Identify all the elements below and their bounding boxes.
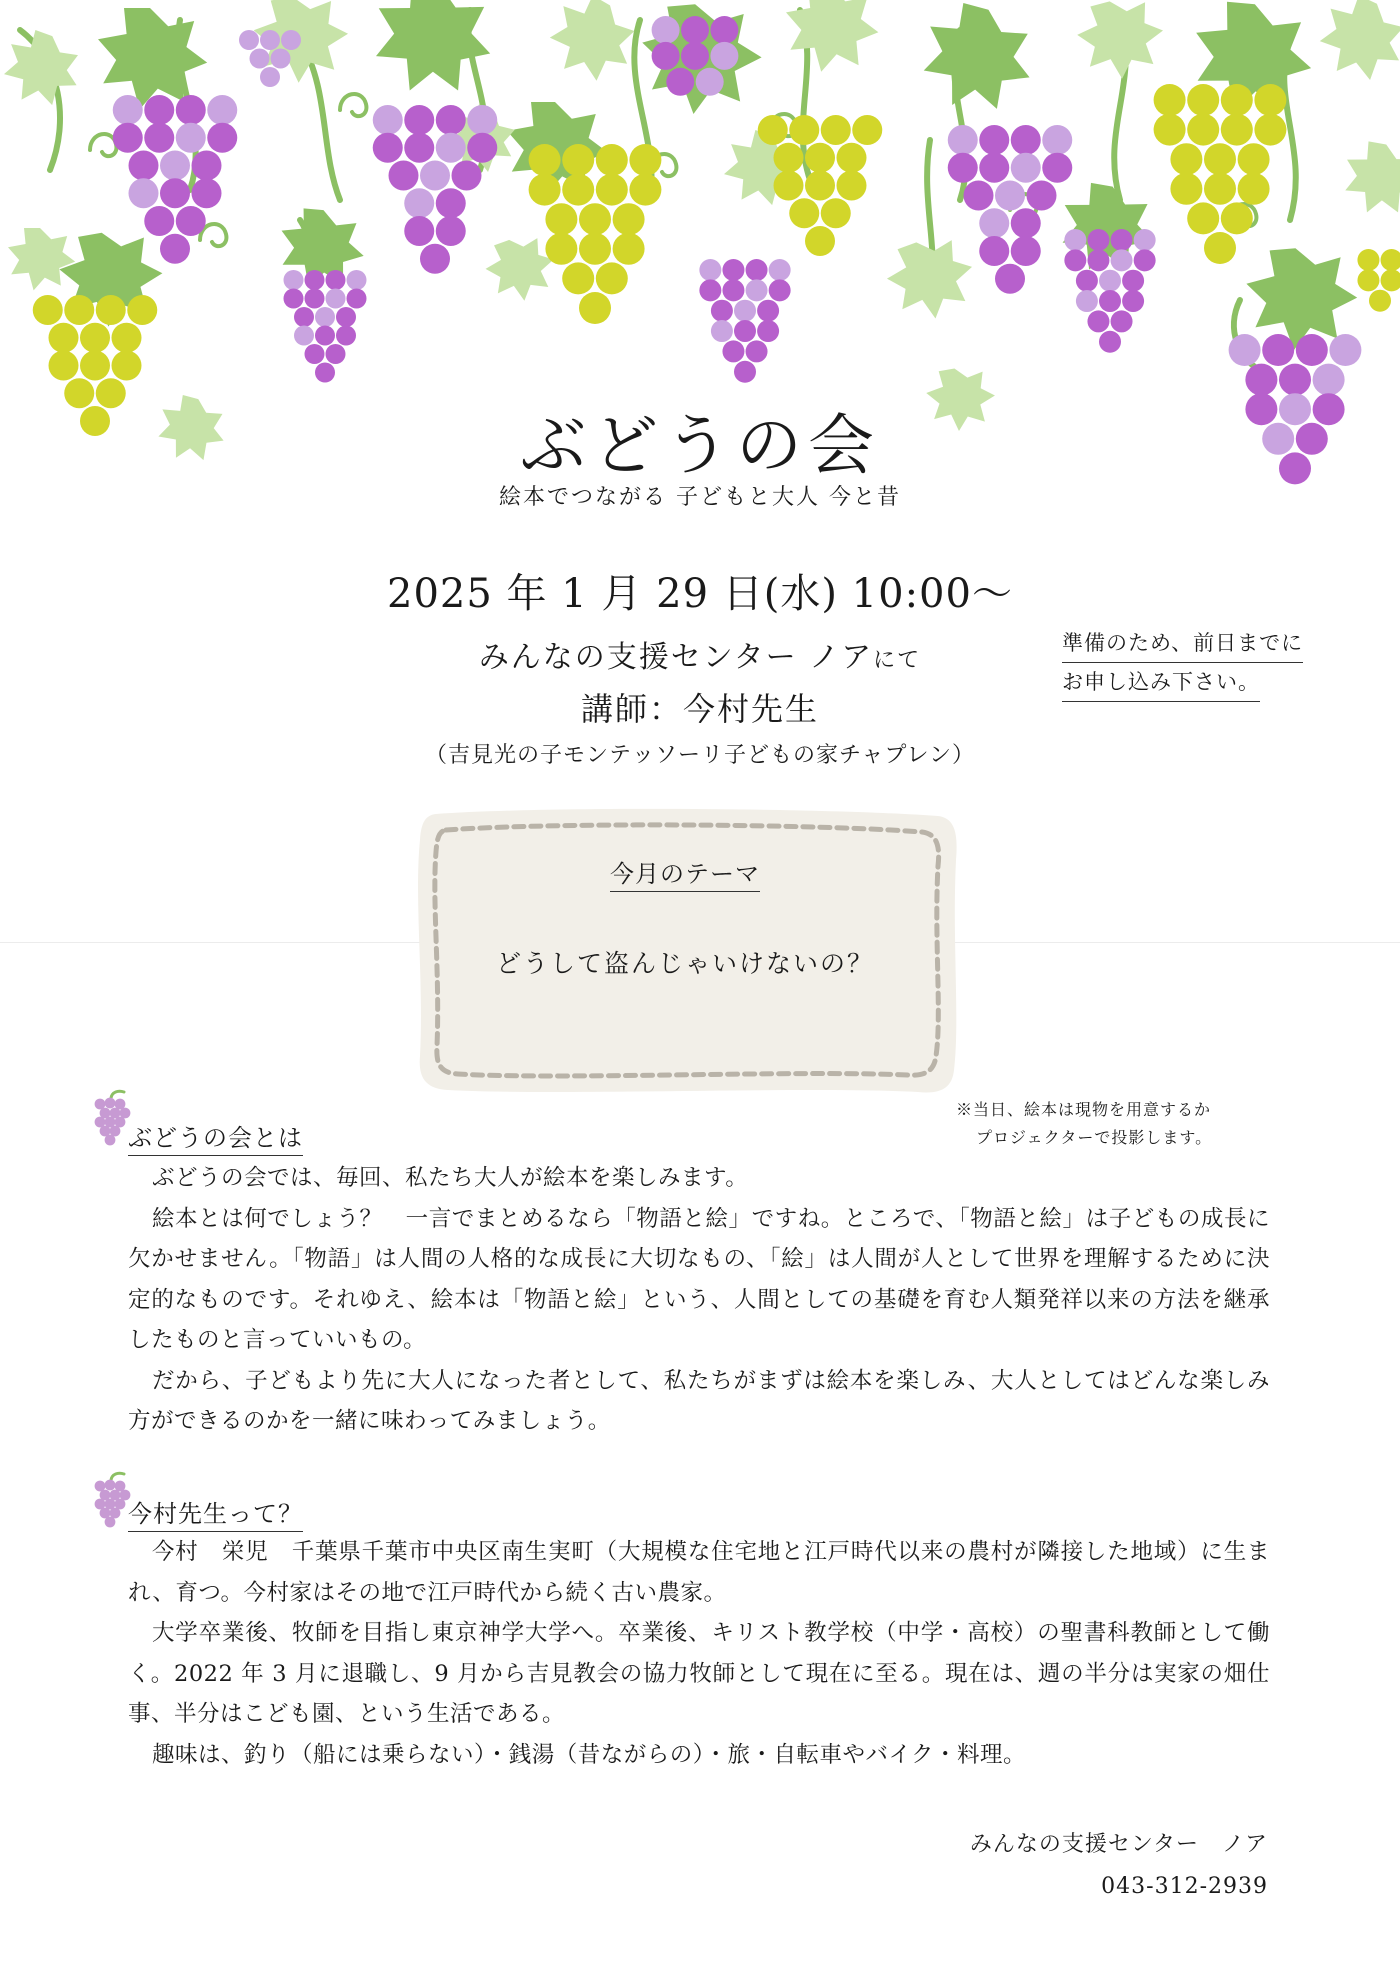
footer-contact <box>970 1824 1268 1908</box>
registration-notice <box>1062 624 1303 702</box>
event-date: 2025 年 1 月 29 日(水) 10:00～ <box>387 571 1013 617</box>
notice-line-1: 準備のため、前日までに <box>1062 624 1303 663</box>
footer-phone: 043-312-2939 <box>1101 1874 1268 1899</box>
section-body-about <box>128 1158 1270 1442</box>
section-heading-about: ぶどうの会とは <box>128 1118 303 1156</box>
note-line-1: ※当日、絵本は現物を用意するか <box>956 1100 1212 1119</box>
page-subtitle: 絵本でつながる 子どもと大人 今と昔 <box>499 485 901 510</box>
notice-line-2: お申し込み下さい。 <box>1062 663 1260 702</box>
theme-heading <box>408 854 962 889</box>
footer-org: みんなの支援センター ノア <box>969 1832 1268 1857</box>
venue-suffix: にて <box>873 648 922 673</box>
theme-text: どうして盗んじゃいけないの？ <box>495 949 874 978</box>
venue-name: みんなの支援センター ノア <box>478 640 874 675</box>
event-lecturer: 講師：今村先生 <box>580 690 819 728</box>
lecturer-affiliation: （吉見光の子モンテッソーリ子どもの家チャプレン） <box>425 743 975 768</box>
about-paragraph-1: ぶどうの会では、毎回、私たち大人が絵本を楽しみます。 <box>152 1165 749 1191</box>
page-title: ぶどうの会 <box>520 407 880 484</box>
about-paragraph-2: 絵本とは何でしょう？ 一言でまとめるなら「物語と絵」ですね。ところで、「物語と絵」は子どもの成長に欠かせません。「物語」は人間の人格的な成長に大切なもの、「絵」は人間が人として世界を理解するために決定的なものです。それゆえ、絵本は「物語と絵」という、人間としての基礎を育む人類発祥以来の方法を継承したものと言っていいもの。 <box>128 1205 1270 1353</box>
lecturer-paragraph-1: 今村 栄児 千葉県千葉市中央区南生実町（大規模な住宅地と江戸時代以来の農村が隣接した地域）に生まれ、育つ。今村家はその地で江戸時代から続く古い農家。 <box>128 1539 1270 1606</box>
about-paragraph-3: だから、子どもより先に大人になった者として、私たちがまずは絵本を楽しみ、大人としてはどんな楽しみ方ができるのかを一緒に味わってみましょう。 <box>128 1367 1270 1434</box>
lecturer-paragraph-3: 趣味は、釣り（船には乗らない）・銭湯（昔ながらの）・旅・自転車やバイク・料理。 <box>152 1741 1027 1768</box>
projection-note <box>956 1096 1212 1152</box>
section-body-lecturer <box>128 1532 1270 1775</box>
theme-heading-text: 今月のテーマ <box>610 860 760 892</box>
lecturer-paragraph-2: 大学卒業後、牧師を目指し東京神学大学へ。卒業後、キリスト教学校（中学・高校）の聖書科教師として働く。2022 年 3 月に退職し、9 月から吉見教会の協力牧師として現在に至る。現在は、週の半分は実家の畑仕事、半分はこども園、という生活である。 <box>128 1620 1270 1727</box>
section-heading-lecturer: 今村先生って？ <box>128 1494 303 1532</box>
note-line-2: プロジェクターで投影します。 <box>976 1128 1213 1147</box>
